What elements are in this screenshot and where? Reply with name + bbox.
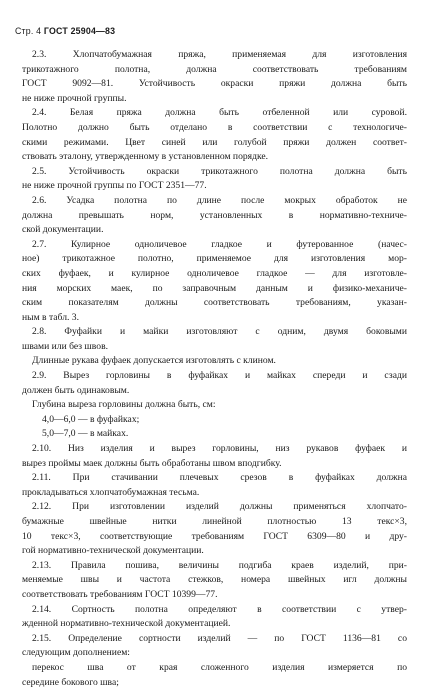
page-number: Стр. 4 [15,26,42,36]
paragraph-line: 2.11. При стачивании плечевых срезов в фуфайках должна [32,472,407,484]
paragraph-line: 2.10. Низ изделия и вырез горловины, низ рукавов фуфаек и [32,443,407,455]
paragraph-line: гой нормативно-технической документации. [22,545,204,557]
paragraph-line: 2.7. Кулирное одноличевое гладкое и футерованное (начес- [32,238,407,250]
paragraph-line: следующим дополнением: [22,647,130,659]
paragraph-line: меняемые швы и частота стежков, номера швейных игл должны [22,574,407,586]
paragraph [22,48,407,106]
paragraph-line: ских фуфаек, и кулирное одноличевое гладкое — для изготовле- [22,267,407,279]
paragraph [22,500,407,558]
paragraph-line: ния морских маек, по заправочным данным и физико-механиче- [22,282,407,294]
paragraph [22,369,407,398]
paragraph-line: не ниже прочной группы по ГОСТ 2351—77. [22,180,207,192]
paragraph-line: перекос шва от края сложенного изделия измеряется по [32,661,407,673]
paragraph [22,165,407,194]
paragraph [22,471,407,500]
paragraph-line: ствовать эталону, утвержденному в установленном порядке. [22,151,269,163]
document-body [22,48,407,690]
paragraph [22,238,407,326]
paragraph-line: середине бокового шва; [22,676,119,688]
paragraph-line: ным в табл. 3. [22,311,79,323]
paragraph [22,325,407,354]
paragraph [22,661,407,690]
paragraph-line: Длинные рукава фуфаек допускается изготовлять с клином. [32,355,276,367]
paragraph [22,632,407,661]
paragraph-line: 2.12. При изготовлении изделий должны применяться хлопчато- [32,501,407,513]
paragraph-line: 2.3. Хлопчатобумажная пряжа, применяемая для изготовления [32,49,407,60]
paragraph-line: соответствовать требованиям ГОСТ 10399—77. [22,588,218,600]
paragraph-line: скими режимами. Цвет синей или голубой пряжи должен соответ- [22,136,407,148]
paragraph-line: прокладываться хлопчатобумажная тесьма. [22,486,200,498]
paragraph [22,106,407,164]
paragraph [22,194,407,238]
paragraph [22,559,407,603]
paragraph-line: Полотно должно быть отделано в соответствии с технологиче- [22,121,407,133]
paragraph-line: 2.15. Определение сортности изделий — по ГОСТ 1136—81 со [32,632,407,644]
paragraph-line: трикотажного полотна, должна соответствовать требованиям [22,63,407,75]
list-item: 4,0—6,0 — в фуфайках; [42,413,140,425]
paragraph-line: ное) трикотажное полотно, применяемое для изготовления мор- [22,253,407,265]
list-item: 5,0—7,0 — в майках. [42,428,129,440]
paragraph-line: 10 текс×3, соответствующие требованиям ГОСТ 6309—80 и дру- [22,530,407,542]
paragraph [22,442,407,471]
paragraph-line: 2.6. Усадка полотна по длине после мокрых обработок не [32,194,407,206]
page-header [15,26,115,36]
paragraph [22,354,407,369]
paragraph-line: швами или без швов. [22,340,109,352]
paragraph-line: не ниже прочной группы. [22,92,127,104]
paragraph-line: 2.14. Сортность полотна определяют в соответствии с утвер- [32,603,407,615]
paragraph-line: 2.4. Белая пряжа должна быть отбеленной или суровой. [32,107,407,119]
paragraph-line: 2.9. Вырез горловины в фуфайках и майках спереди и сзади [32,370,407,382]
paragraph-line: должна превышать норм, установленных в нормативно-техниче- [22,209,407,221]
paragraph-line: 2.5. Устойчивость окраски трикотажного полотна должна быть [32,165,407,177]
paragraph-line: ГОСТ 9092—81. Устойчивость окраски пряжи должна быть [22,78,407,90]
paragraph-line: жденной нормативно-технической документацией. [22,618,231,630]
paragraph-line: 2.13. Правила пошива, величины подгиба краев изделий, при- [32,559,407,571]
paragraph-line: ским показателям должны соответствовать требованиям, указан- [22,297,407,309]
paragraph-line: должен быть одинаковым. [22,384,130,396]
paragraph-line: 2.8. Фуфайки и майки изготовляют с одним, двумя боковыми [32,326,407,338]
paragraph-line: вырез проймы маек должны быть обработаны швом вподгибку. [22,457,282,469]
paragraph-line: Глубина выреза горловины должна быть, см: [32,399,216,411]
paragraph-line: бумажные швейные нитки линейной плотностью 13 текс×3, [22,516,407,527]
paragraph [22,398,407,413]
paragraph [22,603,407,632]
standard-number: ГОСТ 25904—83 [43,26,116,36]
paragraph-line: ской документации. [22,224,104,236]
